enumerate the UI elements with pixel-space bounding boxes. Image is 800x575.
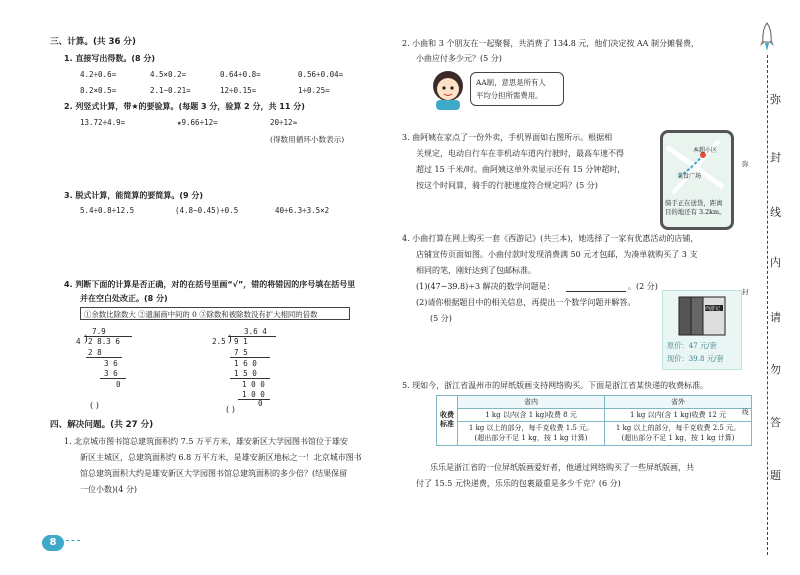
- q1-item: 4.5×0.2=: [150, 70, 187, 79]
- problem3-line: 关规定，电动自行车在非机动车道内行驶时，最高车速不得: [416, 149, 624, 158]
- q2-item: ★9.66÷12=: [177, 118, 218, 127]
- q1-item: 8.2×0.5=: [80, 86, 117, 95]
- seal-char-small: 弥: [742, 160, 749, 168]
- problem4-line: 4. 小曲打算在网上购买一套《西游记》(共三本)，她选择了一家有优惠活动的店铺，: [402, 234, 699, 243]
- seal-char: 题: [770, 469, 781, 482]
- problem5-line: 乐乐是浙江省的一位屏纸版画爱好者，他通过网络购买了一些屏纸版画，共: [430, 463, 694, 472]
- divisor: 2.5: [212, 337, 226, 346]
- answer-line: [566, 291, 626, 292]
- page-number-decoration: [66, 540, 80, 547]
- q3-item: 40÷6.3÷3.5×2: [275, 206, 330, 215]
- rocket-icon: [760, 22, 774, 52]
- problem1-line: 馆总建筑面积大约是雄安新区大学园图书馆总建筑面积的多少倍？(结果保留: [80, 469, 348, 478]
- page-number: 8: [42, 535, 64, 551]
- problem1-line: 一位小数)(4 分): [80, 485, 137, 494]
- section4-title: 四、解决问题。(共 27 分): [50, 420, 154, 430]
- book-title: 西游记: [705, 306, 721, 312]
- seal-char: 线: [770, 206, 781, 219]
- problem1-line: 新区主城区，总建筑面积约 6.8 万平方米，是雄安新区地标之一！北京城市图书: [80, 453, 362, 462]
- problem3-line: 3. 曲阿姨在家点了一份外卖，手机界面如右图所示。根据相: [402, 133, 613, 142]
- table-cell: 1 kg 以上的部分，每千克收费 1.5 元。 (超出部分不足 1 kg，按 1 kg 计算): [458, 422, 605, 445]
- q1-item: 0.56÷0.04=: [298, 70, 344, 79]
- seal-char: 勿: [770, 363, 781, 376]
- q1-title: 1. 直接写出得数。(8 分): [64, 54, 156, 63]
- problem3-line: 超过 15 千米/时。曲阿姨这单外卖显示还有 15 分钟超时，: [416, 165, 626, 174]
- delivery-status: 骑手正在送货，距离 目的地还有 3.2km。: [665, 199, 726, 216]
- col-header-in-province: 省内: [458, 396, 605, 409]
- section3-title: 三、计算。(共 36 分): [50, 37, 136, 47]
- q2-item: 20÷12≈: [270, 118, 298, 127]
- q1-item: 12÷0.15=: [220, 86, 257, 95]
- problem4-line: 店铺宣传页面如图。小曲付款时发现消费满 50 元才包邮，为凑单就购买了 3 支: [416, 250, 698, 259]
- seal-line: [767, 55, 768, 555]
- error-options-box: ①余数比除数大 ②遗漏商中间的 0 ③除数和被除数没有扩大相同的倍数: [80, 307, 350, 320]
- q4-title-cont: 并在空白处改正。(8 分): [80, 294, 168, 303]
- problem5-line: 5. 现如今，浙江省温州市的屏纸版画支持网络购买。下面是浙江省某快递的收费标准。: [402, 381, 709, 390]
- quotient: 7.9: [92, 327, 106, 336]
- map-label: 本超小区: [693, 147, 718, 154]
- q4-title: 4. 判断下面的计算是否正确，对的在括号里画“√”，错的将错因的序号填在括号里: [64, 280, 356, 289]
- q2-item: 13.72÷4.9=: [80, 118, 126, 127]
- book-promo: [662, 290, 742, 370]
- problem2-line: 小曲应付多少元？(5 分): [416, 54, 502, 63]
- seal-char: 封: [770, 151, 781, 164]
- col-header-out-province: 省外: [605, 396, 752, 409]
- table-cell: 1 kg 以上的部分，每千克收费 2.5 元。 (超出部分不足 1 kg，按 1 kg 计算): [605, 422, 752, 445]
- problem2-line: 2. 小曲和 3 个朋友在一起聚餐，共消费了 134.8 元，他们决定按 AA 制分摊餐费，: [402, 39, 699, 48]
- q1-item: 1÷0.25=: [298, 86, 330, 95]
- q3-item: 5.4÷0.8÷12.5: [80, 206, 135, 215]
- dividend: 9 1: [234, 337, 248, 346]
- answer-paren: ( ): [226, 404, 235, 414]
- quotient: 3.6 4: [244, 327, 267, 336]
- q2-note: (得数用循环小数表示): [270, 135, 345, 144]
- map-label: 美食广场: [677, 173, 702, 180]
- problem4-q1-points: 。(2 分): [628, 282, 658, 291]
- shipping-fee-table: [436, 395, 752, 446]
- book-set-icon: [673, 293, 733, 337]
- table-cell: 1 kg 以内(含 1 kg)收费 8 元: [458, 409, 605, 422]
- problem4-q2: (2)请你根据题目中的相关信息，再提出一个数学问题并解答。: [416, 298, 636, 307]
- q1-item: 4.2÷0.6=: [80, 70, 117, 79]
- original-price: 原价：47 元/套: [667, 341, 717, 350]
- q1-item: 0.64÷0.8=: [220, 70, 261, 79]
- seal-char: 弥: [770, 93, 781, 106]
- seal-char: 答: [770, 416, 781, 429]
- problem4-line: 相同的笔，刚好达到了包邮标准。: [416, 266, 536, 275]
- table-cell: 1 kg 以内(含 1 kg)收费 12 元: [605, 409, 752, 422]
- problem4-q2-points: (5 分): [430, 314, 452, 323]
- current-price: 现价：39.8 元/套: [667, 354, 724, 363]
- seal-char-small: 线: [742, 408, 749, 416]
- q3-item: (4.8−0.45)÷0.5: [175, 206, 239, 215]
- speech-bubble: AA制，意思是所有人 平均分担所需费用。: [470, 72, 564, 106]
- q3-title: 3. 脱式计算，能简算的要简算。(9 分): [64, 191, 204, 200]
- q1-item: 2.1−0.21=: [150, 86, 191, 95]
- phone-map: [660, 130, 734, 230]
- seal-char-small: 封: [742, 288, 749, 296]
- table-row-header: 收费标准: [437, 396, 458, 446]
- dividend: 2 8.3 6: [88, 337, 121, 346]
- problem4-q1: (1)(47−39.8)÷3 解决的数学问题是：: [416, 282, 555, 291]
- q2-title: 2. 列竖式计算，带★的要验算。(每题 3 分，验算 2 分，共 11 分): [64, 102, 305, 111]
- seal-char: 内: [770, 256, 781, 269]
- problem3-line: 按这个时间算，骑手的行驶速度符合规定吗？(5 分): [416, 181, 598, 190]
- divisor: 4: [76, 337, 81, 346]
- answer-paren: ( ): [90, 400, 99, 410]
- seal-char: 请: [770, 311, 781, 324]
- problem5-line: 付了 15.5 元快递费，乐乐的包裹最重是多少千克？(6 分): [416, 479, 621, 488]
- girl-avatar: [428, 68, 468, 110]
- problem1-line: 1. 北京城市图书馆总建筑面积约 7.5 万平方米，雄安新区大学园图书馆位于雄安: [64, 437, 348, 446]
